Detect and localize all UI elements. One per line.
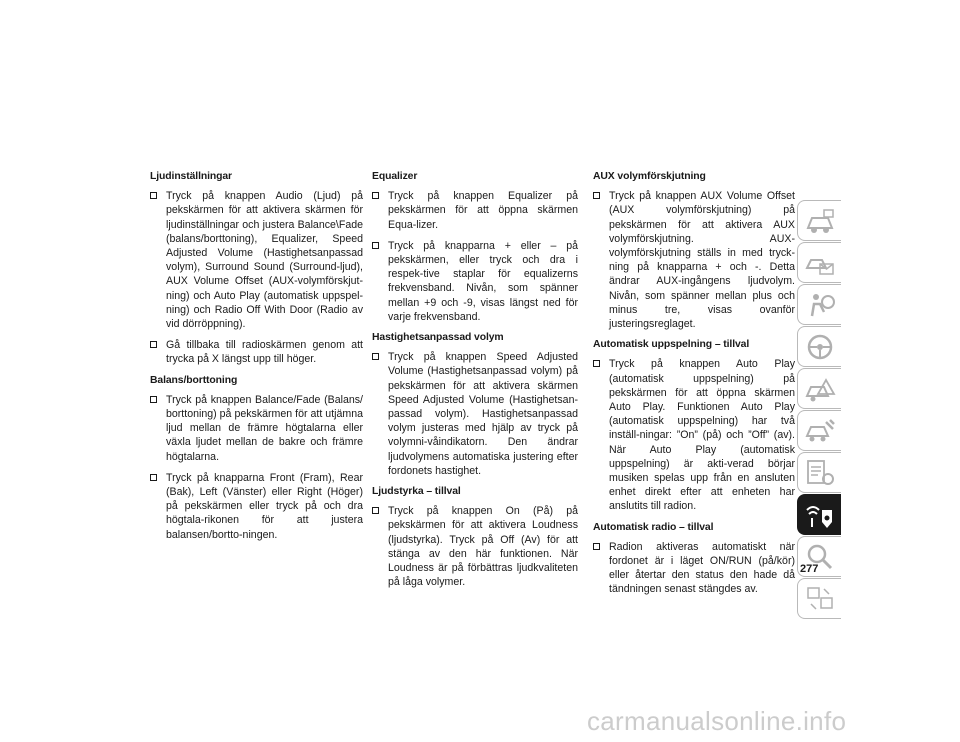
checkbox-bullet-icon — [593, 360, 600, 367]
tab-index[interactable] — [797, 578, 841, 619]
list-item-text: Radion aktiveras automatiskt när fordonet är i läget ON/RUN (på/kör) eller återtar den status den hade då tändningen senast stängdes av. — [609, 540, 795, 596]
section-heading: Equalizer — [372, 171, 418, 182]
car-message-icon — [804, 248, 836, 278]
text-column-3 — [593, 170, 795, 604]
list-item-text: Tryck på knappen Speed Adjusted Volume (Hastighetsanpassad volym) på pekskärmen för att aktivera skärmen Speed Adjusted Volume (Hastighetsan-passad volym). Hastighetsanpassad volym justeras med hjälp av tryck på volymni-våindikatorn. Den ändrar ljudvolymens automatiska justering efter fordonets hastighet. — [388, 351, 578, 477]
list-item — [372, 189, 578, 232]
list-item-text: Tryck på knappen Auto Play (automatisk uppspelning) på pekskärmen för att öppna skärmen Auto Play. Funktionen Auto Play (automatisk uppspelning) har två inställ-ningar: ”On” (på) och ”Off” (av). När Auto Play (automatisk uppspelning) är akti-verad börjar musiken spelas upp från en ansluten enhet direkt efter att enheten har anslutits till radion. — [609, 358, 795, 513]
tab-servicing-and-maintenance[interactable] — [797, 410, 841, 451]
list-item-text: Tryck på knappen AUX Volume Offset (AUX volymförskjutning) på pekskärmen för att aktivera AUX volymförskjutning. AUX-volymförskjutning ställs in med tryck-ning på knapparna + och -. Detta ändrar AUX-ingångens ljudvolym. Nivån, som spänner mellan plus och minus tre, visas ovanför justeringsreglaget. — [609, 190, 795, 331]
list-item-text: Tryck på knappen Balance/Fade (Balans/ borttoning) på pekskärmen för att utjämna ljud mellan de främre högtalarna eller växla ljudet mellan de bakre och främre högtalarna. — [166, 393, 363, 463]
list-item — [593, 540, 795, 597]
tab-instrument-panel[interactable] — [797, 242, 841, 283]
list-item-text: Tryck på knappen On (På) på pekskärmen för att aktivera Loudness (ljudstyrka). Tryck på Off (Av) för att stänga av den här funktionen. När Loudness är på förbättras ljudkvaliteten på låga volymer. — [388, 505, 578, 589]
list-item-text: Tryck på knapparna Front (Fram), Rear (Bak), Left (Vänster) eller Right (Höger) på pekskärmen eller tryck på och dra högtala-rikonen för att justera balansen/bortto-ningen. — [166, 471, 363, 541]
list-item — [593, 357, 795, 513]
section-heading: Automatisk uppspelning – tillval — [593, 339, 750, 351]
checkbox-bullet-icon — [150, 396, 157, 403]
section-heading: Ljudinställningar — [150, 171, 233, 182]
list-item — [150, 189, 363, 331]
tab-multimedia[interactable] — [797, 494, 841, 535]
list-item — [372, 350, 578, 478]
car-warning-icon — [804, 374, 836, 404]
checkbox-bullet-icon — [372, 507, 379, 514]
list-item-text: Tryck på knappen Equalizer på pekskärmen för att öppna skärmen Equa-lizer. — [388, 190, 578, 231]
checkbox-bullet-icon — [150, 192, 157, 199]
list-item-text: Gå tillbaka till radioskärmen genom att trycka på X längst upp till höger. — [166, 339, 363, 366]
checkbox-bullet-icon — [150, 474, 157, 481]
car-dashboard-icon — [804, 206, 836, 236]
checkbox-bullet-icon — [593, 543, 600, 550]
page-number: 277 — [800, 563, 819, 575]
list-item — [150, 471, 363, 542]
section-heading: Automatisk radio – tillval — [593, 521, 714, 533]
list-item-text: Tryck på knapparna + eller – på pekskärmen, eller tryck och dra i respek-tive staplar för equalizerns frekvensband. Nivån, som spänner mellan +9 och -9, visas längst ned för varje frekvensband. — [388, 239, 578, 323]
tab-in-case-of-emergency[interactable] — [797, 368, 841, 409]
airbag-icon — [804, 290, 836, 320]
list-item — [150, 338, 363, 366]
text-column-1 — [150, 170, 363, 549]
tab-starting-and-operating[interactable] — [797, 326, 841, 367]
list-item-text: Tryck på knappen Audio (Ljud) på pekskärmen för att aktivera skärmen för ljudinställningar och justera Balance\Fade (balans/borttoning), Equalizer, Speed Adjusted Volume (Hastighetsanpassad volym), Surround Sound (Surround-ljud), AUX Volume Offset (AUX-volymförskjut-ning) och Auto Play (automatisk uppspel-ning) och Radio Off With Door (Radio av vid dörröppning). — [166, 190, 363, 331]
checkbox-bullet-icon — [372, 192, 379, 199]
section-heading: AUX volymförskjutning — [593, 171, 706, 182]
text-column-2 — [372, 170, 578, 596]
tab-technical-specifications[interactable] — [797, 452, 841, 493]
car-service-icon — [804, 416, 836, 446]
multimedia-icon — [804, 500, 836, 530]
languages-icon — [804, 584, 836, 614]
steering-wheel-icon — [804, 332, 836, 362]
specifications-icon — [804, 458, 836, 488]
checkbox-bullet-icon — [372, 242, 379, 249]
section-heading: Hastighetsanpassad volym — [372, 332, 504, 344]
tab-getting-to-know-vehicle[interactable] — [797, 200, 841, 241]
watermark: carmanualsonline.info — [587, 706, 847, 736]
tab-safety[interactable] — [797, 284, 841, 325]
section-heading: Ljudstyrka – tillval — [372, 486, 461, 498]
checkbox-bullet-icon — [372, 353, 379, 360]
checkbox-bullet-icon — [593, 192, 600, 199]
list-item — [372, 504, 578, 589]
list-item — [593, 189, 795, 331]
section-heading: Balans/borttoning — [150, 374, 238, 386]
list-item — [372, 239, 578, 324]
checkbox-bullet-icon — [150, 341, 157, 348]
list-item — [150, 393, 363, 464]
